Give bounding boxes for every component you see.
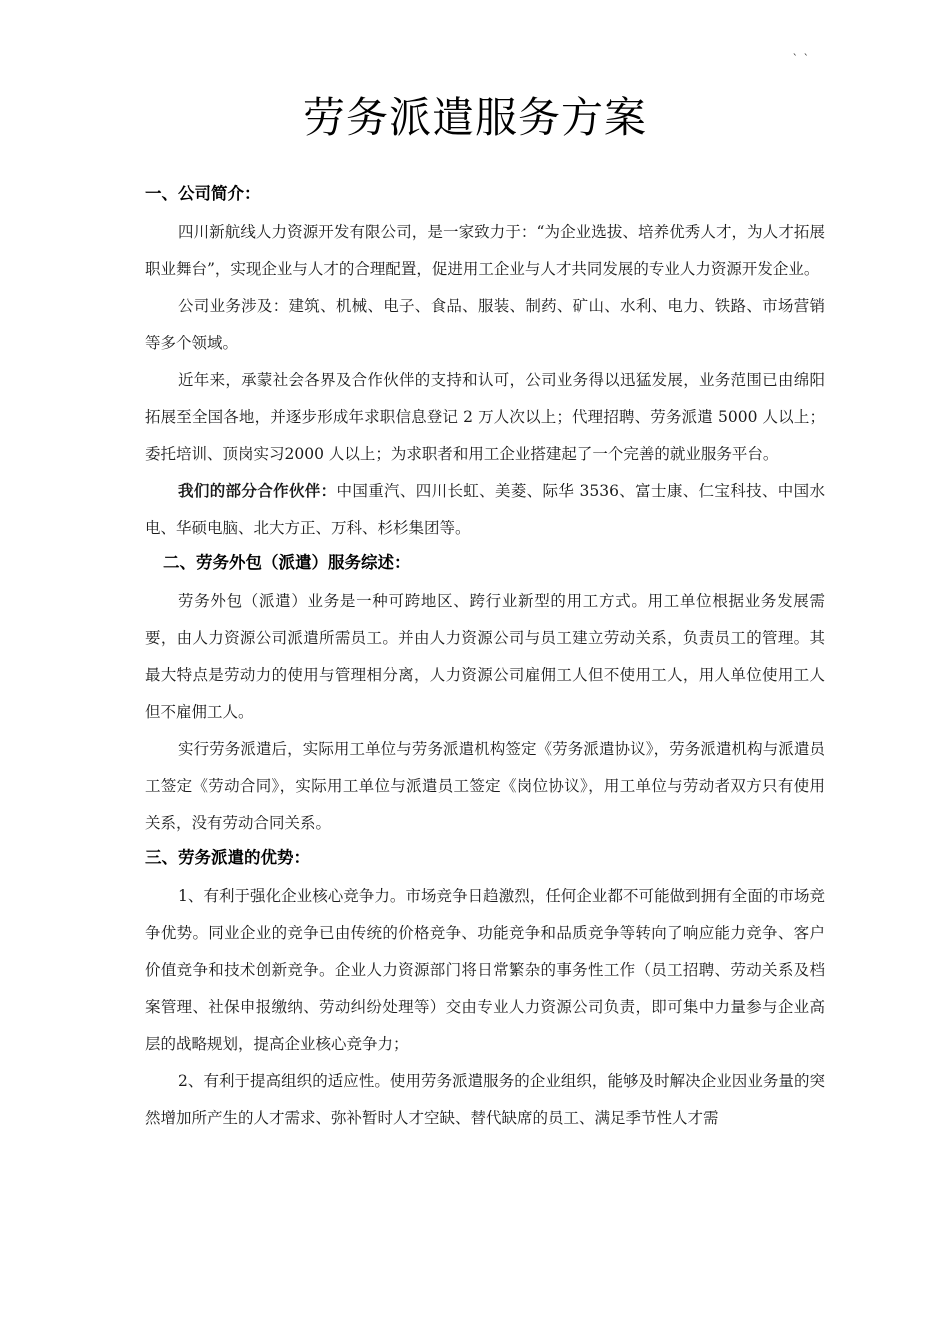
section-company-intro xyxy=(145,178,825,547)
document-body xyxy=(145,178,825,1137)
paragraph: 四川新航线人力资源开发有限公司，是一家致力于：“为企业选拔、培养优秀人才，为人才拓展职业舞台”，实现企业与人才的合理配置，促进用工企业与人才共同发展的专业人力资源开发企业。 xyxy=(145,223,825,278)
paragraph: 2、有利于提高组织的适应性。使用劳务派遣服务的企业组织，能够及时解决企业因业务量的突然增加所产生的人才需求、弥补暂时人才空缺、替代缺席的员工、满足季节性人才需 xyxy=(145,1072,825,1127)
paragraph: 公司业务涉及：建筑、机械、电子、食品、服装、制药、矿山、水利、电力、铁路、市场营销等多个领域。 xyxy=(145,297,825,352)
paragraph: 近年来，承蒙社会各界及合作伙伴的支持和认可，公司业务得以迅猛发展，业务范围已由绵阳拓展至全国各地，并逐步形成年求职信息登记 2 万人次以上；代理招聘、劳务派遣 5000 人以上；委托培训、顶岗实习2000 人以上；为求职者和用工企业搭建起了一个完善的就业服务平台。 xyxy=(145,371,825,463)
partners-label: 我们的部分合作伙伴： xyxy=(178,482,337,500)
section-heading: 三、劳务派遣的优势： xyxy=(145,848,310,867)
partners-list: 中国重汽、四川长虹、美菱、际华 3536、富士康、仁宝科技、中国水电、华硕电脑、北大方正、万科、杉杉集团等。 xyxy=(145,482,825,537)
partners-paragraph xyxy=(145,473,825,547)
section-heading: 二、劳务外包（派遣）服务综述： xyxy=(163,553,411,572)
section-heading: 一、公司简介： xyxy=(145,184,261,203)
paragraph: 1、有利于强化企业核心竞争力。市场竞争日趋激烈，任何企业都不可能做到拥有全面的市场竞争优势。同业企业的竞争已由传统的价格竞争、功能竞争和品质竞争等转向了响应能力竞争、客户价值竞争和技术创新竞争。企业人力资源部门将日常繁杂的事务性工作（员工招聘、劳动关系及档案管理、社保申报缴纳、劳动纠纷处理等）交由专业人力资源公司负责，即可集中力量参与企业高层的战略规划，提高企业核心竞争力； xyxy=(145,887,825,1053)
paragraph: 实行劳务派遣后，实际用工单位与劳务派遣机构签定《劳务派遣协议》，劳务派遣机构与派遣员工签定《劳动合同》，实际用工单位与派遣员工签定《岗位协议》，用工单位与劳动者双方只有使用关系，没有劳动合同关系。 xyxy=(145,740,825,832)
section-service-overview xyxy=(145,547,825,842)
document-title: 劳务派遣服务方案 xyxy=(302,93,647,142)
header-mark: ` ` xyxy=(792,52,810,65)
paragraph: 劳务外包（派遣）业务是一种可跨地区、跨行业新型的用工方式。用工单位根据业务发展需要，由人力资源公司派遣所需员工。并由人力资源公司与员工建立劳动关系，负责员工的管理。其最大特点是劳动力的使用与管理相分离，人力资源公司雇佣工人但不使用工人，用人单位使用工人但不雇佣工人。 xyxy=(145,592,825,721)
section-advantages xyxy=(145,842,825,1137)
